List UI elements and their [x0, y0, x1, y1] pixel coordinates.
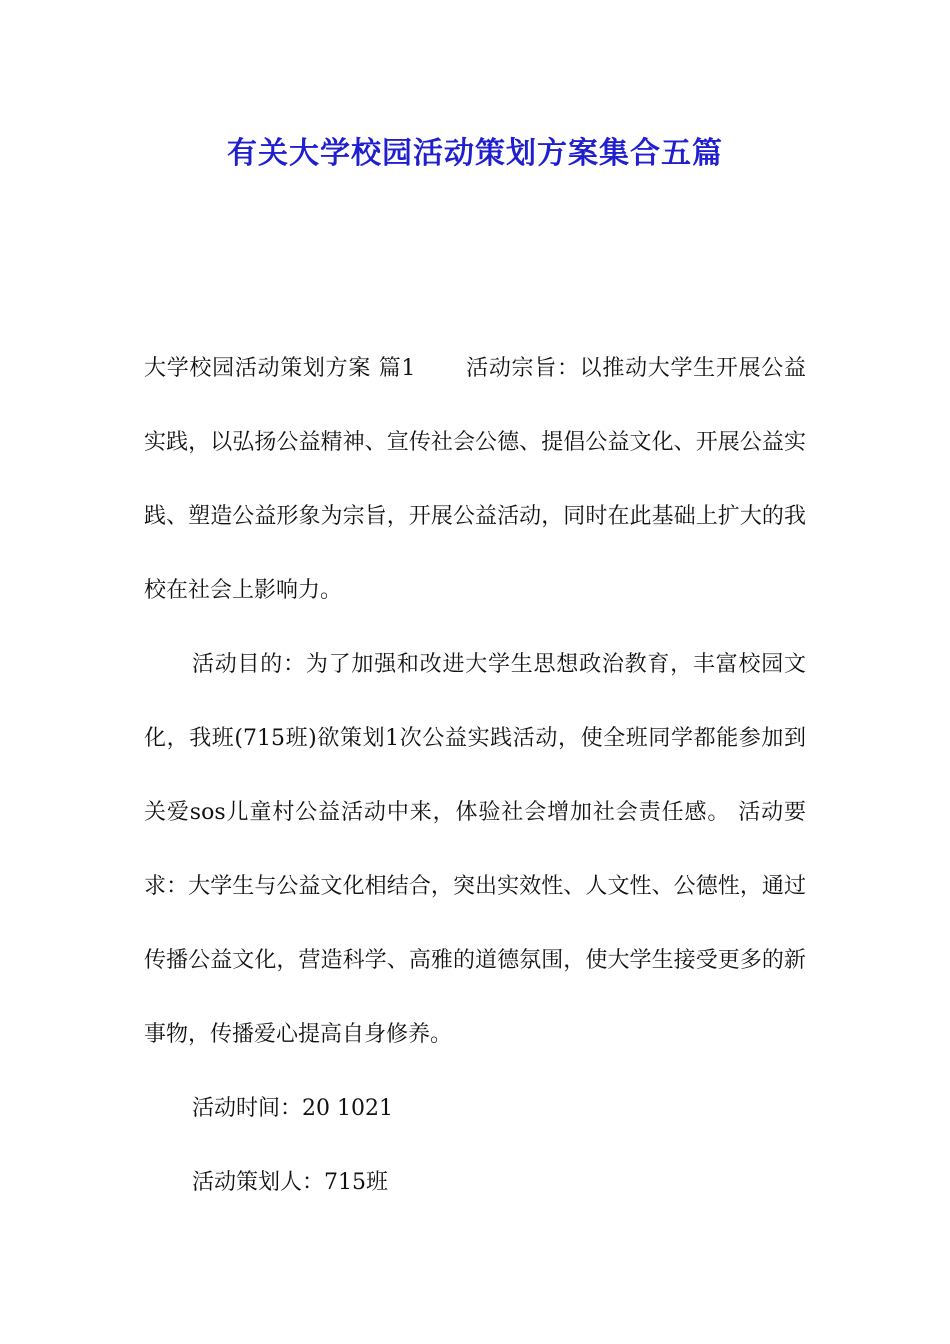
paragraph-purpose — [144, 332, 806, 628]
paragraph-planner: 活动策划人：715班 — [192, 1170, 388, 1195]
document-body — [144, 332, 806, 1220]
paragraph-text: 活动宗旨：以推动大学生开展公益实践，以弘扬公益精神、宣传社会公德、提倡公益文化、开展公益实践、塑造公益形象为宗旨，开展公益活动，同时在此基础上扩大的我校在社会上影响力。 — [144, 356, 806, 603]
section-heading: 大学校园活动策划方案 篇1 — [144, 356, 416, 381]
paragraph-time: 活动时间：20 1021 — [192, 1096, 393, 1121]
paragraph-goal: 活动目的：为了加强和改进大学生思想政治教育，丰富校园文化，我班(715班)欲策划1次公益实践活动，使全班同学都能参加到关爱sos儿童村公益活动中来，体验社会增加社会责任感。 活动要求：大学生与公益文化相结合，突出实效性、人文性、公德性，通过传播公益文化，营造科学、高雅的道德氛围，使大学生接受更多的新事物，传播爱心提高自身修养。 — [144, 652, 806, 1047]
document-title: 有关大学校园活动策划方案集合五篇 — [227, 136, 723, 171]
